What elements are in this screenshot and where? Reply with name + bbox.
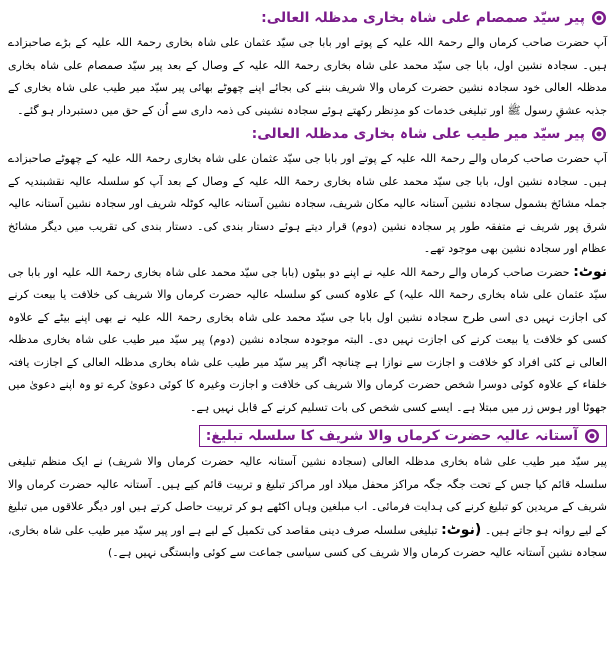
note-text: حضرت صاحب کرماں والے رحمۃ اللہ علیہ نے اپنے دو بیٹوں (بابا جی سیّد محمد علی شاہ بخاری رحمۃ اللہ علیہ اور بابا جی سیّد عثمان علی شاہ بخاری رحمۃ اللہ علیہ) کے علاوہ کسی کو سلسلہ عالیہ حضرت کرماں والا شریف کی خلافت یا بیعت کرنے کی اجازت نہیں دی اسی طرح سجادہ نشین اول بابا جی سیّد محمد علی شاہ بخاری رحمۃ اللہ علیہ نے بھی اپنے بیٹے کے علاوہ کسی کو خلافت یا بیعت کرنے کی اجازت نہیں دی۔ البتہ موجودہ سجادہ نشین (دوم) پیر سیّد میر طیب علی شاہ بخاری مدظلہ العالی نے کئی افراد کو خلافت و اجازت سے نوازا ہے چنانچہ اگر پیر سیّد میر طیب علی شاہ بخاری مدظلہ العالی کے اجازت یافتہ خلفاء کے علاوہ کوئی دوسرا شخص حضرت کرماں والا شریف کی خلافت و اجازت وغیرہ کا کوئی دعویٰ کرے تو وہ اپنے دعویٰ میں جھوٹا اور ہوس زر میں مبتلا ہے۔ ایسے کسی شخص کی بات تسلیم کرنے کے قابل نہیں ہے۔ — [8, 265, 607, 414]
rosette-icon — [584, 428, 600, 444]
section-paragraph: آپ حضرت صاحب کرماں والے رحمۃ اللہ علیہ کے پوتے اور بابا جی سیّد عثمان علی شاہ بخاری رحمۃ اللہ علیہ کے بڑے صاحبزادے ہیں۔ سجادہ نشین اول، بابا جی سیّد محمد علی شاہ بخاری رحمۃ اللہ علیہ کے وصال کے بعد پیر سیّد صمصام علی شاہ بخاری مدظلہ العالی خود سجادہ نشین حضرت کرماں والا شریف بننے کی بجائے اپنے چھوٹے بھائی پیر سیّد میر طیب علی شاہ بخاری کے جذبہ عشقِ رسول ﷺ اور تبلیغی خدمات کو مدِنظر رکھتے ہوئے سجادہ نشینی کی ذمہ داری سے اُن کے حق میں دستبردار ہو گئے۔ — [8, 36, 607, 117]
rosette-icon — [591, 10, 607, 26]
section-heading — [8, 8, 607, 28]
heading-text: پیر سیّد صمصام علی شاہ بخاری مدظلہ العالی: — [261, 10, 585, 26]
section-paragraph: آپ حضرت صاحب کرماں والے رحمۃ اللہ علیہ کے پوتے اور بابا جی سیّد عثمان علی شاہ بخاری رحمۃ اللہ علیہ کے چھوٹے صاحبزادے ہیں۔ سجادہ نشین اول، بابا جی سیّد محمد علی شاہ بخاری رحمۃ اللہ علیہ کے وصال کے بعد آپ کو سلسلہ عالیہ نقشبندیہ کے جملہ مشائخ بشمول سجادہ نشین آستانہ عالیہ مکان شریف، سجادہ نشین آستانہ عالیہ کوٹلہ شریف اور سجادہ نشین آستانہ عالیہ شرق پور شریف نے متفقہ طور پر سجادہ نشین (دوم) قرار دیتے ہوئے دستار بندی کی۔ دستار بندی کی تقریب میں دیگر مشائخ عظام اور سجادہ نشین بھی موجود تھے۔ — [8, 152, 607, 255]
heading-text: آستانہ عالیہ حضرت کرماں والا شریف کا سلسلہ تبلیغ: — [205, 428, 578, 444]
section-paragraph — [8, 451, 607, 565]
section-heading — [199, 425, 607, 447]
note-paragraph — [8, 261, 607, 420]
note-text: تبلیغی سلسلہ صرف دینی مقاصد کی تکمیل کے لیے ہے اور پیر سیّد میر طیب علی شاہ بخاری، سجادہ نشین آستانہ عالیہ حضرت کرماں والا شریف کی کسی سیاسی جماعت سے کوئی وابستگی نہیں ہے۔) — [8, 523, 607, 559]
section-samsam-ali-shah — [8, 8, 607, 122]
paragraph-text: پیر سیّد میر طیب علی شاہ بخاری مدظلہ العالی (سجادہ نشین آستانہ عالیہ حضرت کرماں والا شریف) نے ایک منظم تبلیغی سلسلہ قائم کیا جس کے تحت جگہ جگہ مراکز محفل میلاد اور مراکز تبلیغ و تربیت قائم کیے ہیں۔ آستانہ عالیہ حضرت کرماں والا شریف کے مریدین کو تبلیغ کرنے کی ہدایت فرمائی۔ اب مبلغین وہاں اکٹھے ہو کر تربیت حاصل کرتے ہیں اور دیگر علاقوں میں تبلیغ کے لیے روانہ ہو جاتے ہیں۔ — [8, 455, 608, 537]
section-tableegh — [8, 421, 607, 565]
section-tayyab-ali-shah — [8, 124, 607, 419]
heading-text: پیر سیّد میر طیب علی شاہ بخاری مدظلہ العالی: — [251, 126, 585, 142]
rosette-icon — [591, 126, 607, 142]
note-label: نوٹ: — [573, 263, 607, 280]
section-heading — [8, 124, 607, 144]
note-label: (نوٹ: — [441, 521, 482, 538]
